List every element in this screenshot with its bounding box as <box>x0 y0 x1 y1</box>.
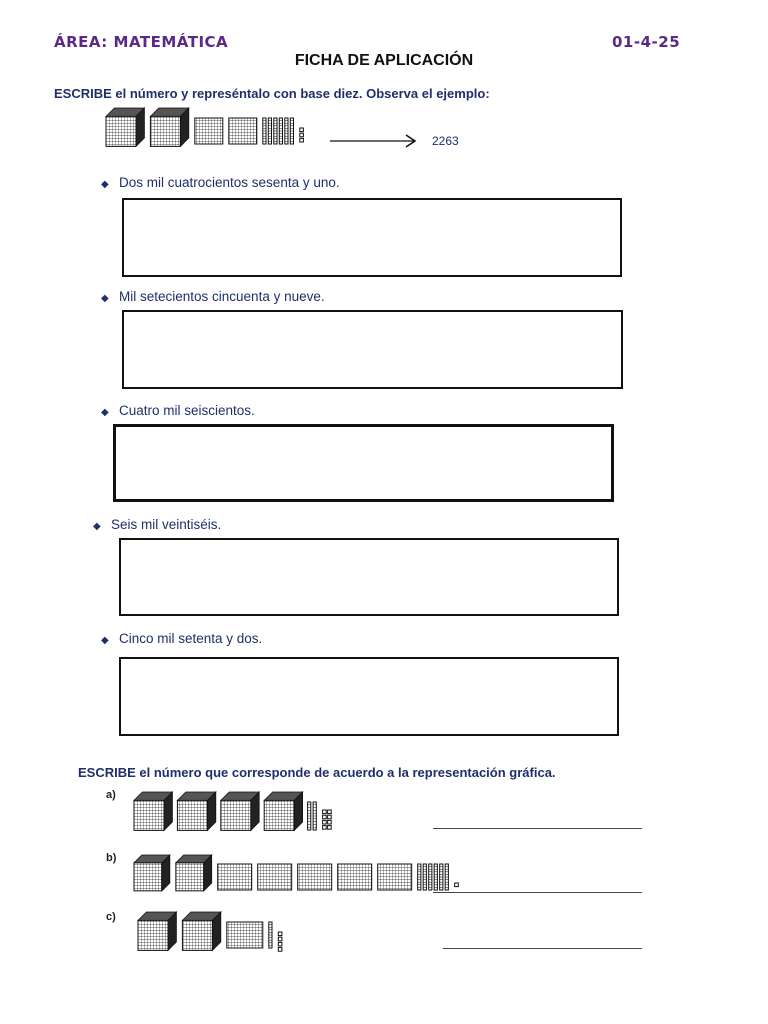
unit-cube-icon <box>328 826 332 830</box>
diamond-bullet-icon: ◆ <box>101 407 109 418</box>
thousand-cube-icon <box>177 792 215 830</box>
list-item <box>101 289 325 304</box>
list-item <box>93 517 221 532</box>
base-ten-blocks-icon <box>138 912 338 950</box>
hundred-flat-icon <box>338 864 372 890</box>
ten-rod-icon <box>269 922 272 948</box>
unit-cube-icon <box>278 948 282 952</box>
unit-cube-icon <box>328 820 332 824</box>
ten-rod-icon <box>285 118 288 144</box>
item-text: Seis mil veintiséis. <box>111 517 222 532</box>
unit-cube-icon <box>323 826 327 830</box>
answer-box-4[interactable] <box>119 538 619 616</box>
thousand-cube-icon <box>264 792 302 830</box>
unit-cube-icon <box>300 128 304 132</box>
answer-line-c[interactable] <box>443 948 642 949</box>
hundred-flat-icon <box>378 864 412 890</box>
list-item <box>101 631 262 646</box>
item-text: Cinco mil setenta y dos. <box>119 631 263 646</box>
thousand-cube-icon <box>138 912 176 950</box>
section1-instruction: ESCRIBE el número y represéntalo con base diez. Observa el ejemplo: <box>54 86 490 101</box>
ten-rod-icon <box>268 118 271 144</box>
ten-rod-icon <box>434 864 437 890</box>
ten-rod-icon <box>313 802 316 830</box>
hundred-flat-icon <box>218 864 252 890</box>
example-base-ten-icon <box>106 108 326 148</box>
option-b-blocks <box>134 855 434 898</box>
thousand-cube-icon <box>176 855 212 891</box>
ten-rod-icon <box>290 118 293 144</box>
diamond-bullet-icon: ◆ <box>101 179 109 190</box>
ten-rod-icon <box>308 802 311 830</box>
thousand-cube-icon <box>150 108 188 146</box>
option-label-a: a) <box>106 789 116 801</box>
answer-box-2[interactable] <box>122 310 623 389</box>
ten-rod-icon <box>440 864 443 890</box>
ten-rod-icon <box>423 864 426 890</box>
unit-cube-icon <box>278 932 282 936</box>
unit-cube-icon <box>328 810 332 814</box>
ten-rod-icon <box>429 864 432 890</box>
unit-cube-icon <box>300 133 304 137</box>
hundred-flat-icon <box>258 864 292 890</box>
list-item <box>101 403 255 418</box>
thousand-cube-icon <box>134 792 172 830</box>
hundred-flat-icon <box>227 922 263 948</box>
unit-cube-icon <box>300 138 304 142</box>
ten-rod-icon <box>279 118 282 144</box>
answer-box-3[interactable] <box>113 424 614 502</box>
ten-rod-icon <box>418 864 421 890</box>
answer-box-5[interactable] <box>119 657 619 736</box>
thousand-cube-icon <box>106 108 144 146</box>
date-label: 01-4-25 <box>612 33 681 51</box>
diamond-bullet-icon: ◆ <box>93 521 101 532</box>
item-text: Cuatro mil seiscientos. <box>119 403 255 418</box>
base-ten-blocks-icon <box>134 792 414 834</box>
unit-cube-icon <box>328 815 332 819</box>
answer-line-a[interactable] <box>433 828 642 829</box>
diamond-bullet-icon: ◆ <box>101 293 109 304</box>
area-label: ÁREA: MATEMÁTICA <box>54 33 229 51</box>
base-ten-blocks-icon <box>134 855 434 893</box>
option-c-blocks <box>138 912 338 955</box>
hundred-flat-icon <box>229 118 257 144</box>
item-text: Dos mil cuatrocientos sesenta y uno. <box>119 175 340 190</box>
hundred-flat-icon <box>298 864 332 890</box>
answer-line-b[interactable] <box>433 892 642 893</box>
option-label-c: c) <box>106 911 116 923</box>
section2-instruction: ESCRIBE el número que corresponde de acuerdo a la representación gráfica. <box>78 765 556 780</box>
unit-cube-icon <box>278 937 282 941</box>
example-blocks <box>106 108 326 153</box>
example-result: 2263 <box>432 134 459 148</box>
unit-cube-icon <box>323 815 327 819</box>
ten-rod-icon <box>445 864 448 890</box>
thousand-cube-icon <box>182 912 220 950</box>
diamond-bullet-icon: ◆ <box>101 635 109 646</box>
item-text: Mil setecientos cincuenta y nueve. <box>119 289 325 304</box>
ten-rod-icon <box>263 118 266 144</box>
page-title: FICHA DE APLICACIÓN <box>294 52 474 69</box>
answer-box-1[interactable] <box>122 198 622 277</box>
arrow-right-icon <box>328 132 420 153</box>
thousand-cube-icon <box>221 792 259 830</box>
thousand-cube-icon <box>134 855 170 891</box>
option-label-b: b) <box>106 852 117 864</box>
unit-cube-icon <box>323 810 327 814</box>
list-item <box>101 175 340 190</box>
ten-rod-icon <box>274 118 277 144</box>
unit-cube-icon <box>278 942 282 946</box>
hundred-flat-icon <box>195 118 223 144</box>
option-a-blocks <box>134 792 414 839</box>
unit-cube-icon <box>455 883 459 887</box>
unit-cube-icon <box>323 820 327 824</box>
